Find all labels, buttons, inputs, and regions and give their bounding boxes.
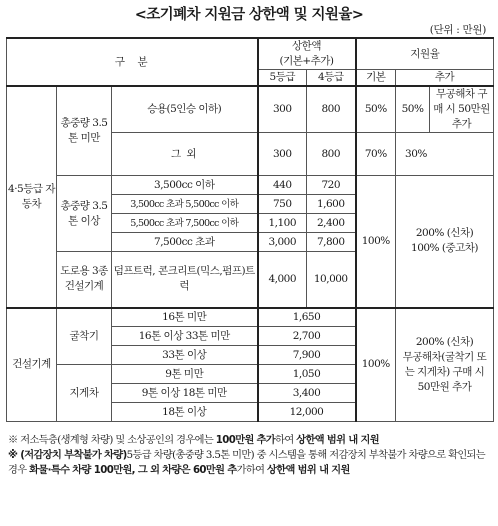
- cap-grade4: 1,600: [307, 195, 356, 214]
- sub-label: 18톤 이상: [112, 403, 258, 422]
- sub-label: 그 외: [112, 133, 258, 176]
- cap-grade4: 7,800: [307, 233, 356, 252]
- cap-grade5: 440: [258, 176, 307, 195]
- sub-label: 덤프트럭, 콘크리트(믹스,펌프)트럭: [112, 252, 258, 308]
- sub-label: 16톤 미만: [112, 308, 258, 327]
- note-2-bold: 화물·특수 차량 100만원, 그 외 차량은 60만원 추: [29, 465, 237, 476]
- header-extra: 추가: [396, 70, 494, 87]
- header-cap: [258, 38, 356, 70]
- extra-note-top: 무공해차 구매 시 50만원 추가: [433, 88, 490, 130]
- sub-label: 9톤 미만: [112, 365, 258, 384]
- vehicles-over35-label: 총중량 3.5톤 이상: [57, 176, 112, 252]
- extra-new: 200% (신차): [415, 335, 474, 348]
- note-1-text: 하여: [275, 435, 297, 446]
- cap-value: 1,650: [258, 308, 356, 327]
- header-cap-label: 상한액: [292, 40, 321, 52]
- rate-extra: [396, 86, 494, 133]
- header-row-1: [7, 38, 494, 70]
- cap-value: 12,000: [258, 403, 356, 422]
- sub-label: 9톤 이상 18톤 미만: [112, 384, 258, 403]
- subsidy-table: [6, 37, 494, 422]
- sub-label: 5,500cc 초과 7,500cc 이하: [112, 214, 258, 233]
- excavator-label: 굴착기: [57, 308, 112, 365]
- header-rate: 지원율: [356, 38, 494, 70]
- cap-value: 3,400: [258, 384, 356, 403]
- sub-label: 33톤 이상: [112, 346, 258, 365]
- rate-extra: [396, 176, 494, 308]
- table-row: [7, 308, 494, 327]
- cap-grade5: 300: [258, 133, 307, 176]
- extra-used: 100% (중고차): [411, 242, 478, 255]
- cap-grade4: 720: [307, 176, 356, 195]
- header-category: 구 분: [7, 38, 258, 86]
- note-2-bold: 상한액 범위 내 지원: [266, 465, 350, 476]
- table-row: [7, 86, 494, 133]
- cap-grade5: 1,100: [258, 214, 307, 233]
- sub-label: 3,500cc 초과 5,500cc 이하: [112, 195, 258, 214]
- rate-basic: 50%: [356, 86, 396, 133]
- rate-basic: 70%: [356, 133, 396, 176]
- rate-basic: 100%: [356, 308, 396, 422]
- note-2-text: 가하여: [236, 465, 267, 476]
- header-basic: 기본: [356, 70, 396, 87]
- extra-note: 무공해차(굴착기 또는 지게차) 구매 시 50만원 추가: [402, 350, 487, 393]
- note-1-text: ※ 저소득층(생계형 차량) 및 소상공인의 경우에는: [8, 435, 216, 446]
- cap-grade4: 800: [307, 133, 356, 176]
- rate-extra-value: 50%: [396, 87, 430, 132]
- rate-basic: 100%: [356, 176, 396, 308]
- extra-new: 200% (신차): [415, 227, 474, 240]
- unit-label: (단위 : 만원): [429, 24, 486, 36]
- rate-extra: [396, 308, 494, 422]
- rate-extra: 30%: [396, 133, 494, 176]
- cap-grade5: 4,000: [258, 252, 307, 308]
- cap-grade4: 2,400: [307, 214, 356, 233]
- group-construction: 건설기계: [7, 308, 57, 422]
- sub-label: 16톤 이상 33톤 미만: [112, 327, 258, 346]
- cap-value: 1,050: [258, 365, 356, 384]
- cap-grade4: 10,000: [307, 252, 356, 308]
- cap-value: 2,700: [258, 327, 356, 346]
- header-grade5: 5등급: [258, 70, 307, 87]
- cap-grade5: 300: [258, 86, 307, 133]
- footnotes: [8, 433, 492, 478]
- sub-label: 3,500cc 이하: [112, 176, 258, 195]
- vehicles-under35-label: 총중량 3.5톤 미만: [57, 86, 112, 176]
- table-row: [7, 176, 494, 195]
- group-vehicles: 4·5등급 자동차: [7, 86, 57, 308]
- note-2-text: 5등급 차량(총중량 3.5톤 미만) 중 시스템을 통해 저감장치 부착불가 차량으로 확인되는 경우: [8, 450, 486, 476]
- note-1: [8, 433, 492, 448]
- cap-grade5: 3,000: [258, 233, 307, 252]
- page-title: <조기폐차 지원금 상한액 및 지원율>: [134, 7, 364, 23]
- sub-label: 7,500cc 초과: [112, 233, 258, 252]
- sub-label: 승용(5인승 이하): [112, 86, 258, 133]
- forklift-label: 지게차: [57, 365, 112, 422]
- header-cap-sub: (기본+추가): [279, 55, 334, 67]
- note-2: [8, 448, 492, 478]
- header-grade4: 4등급: [307, 70, 356, 87]
- cap-grade4: 800: [307, 86, 356, 133]
- cap-grade5: 750: [258, 195, 307, 214]
- cap-value: 7,900: [258, 346, 356, 365]
- note-1-bold: 100만원 추가: [215, 435, 276, 446]
- note-1-bold: 상한액 범위 내 지원: [296, 435, 380, 446]
- road3-label: 도로용 3종 건설기계: [57, 252, 112, 308]
- note-2-bold: ※ (저감장치 부착불가 차량): [8, 450, 127, 461]
